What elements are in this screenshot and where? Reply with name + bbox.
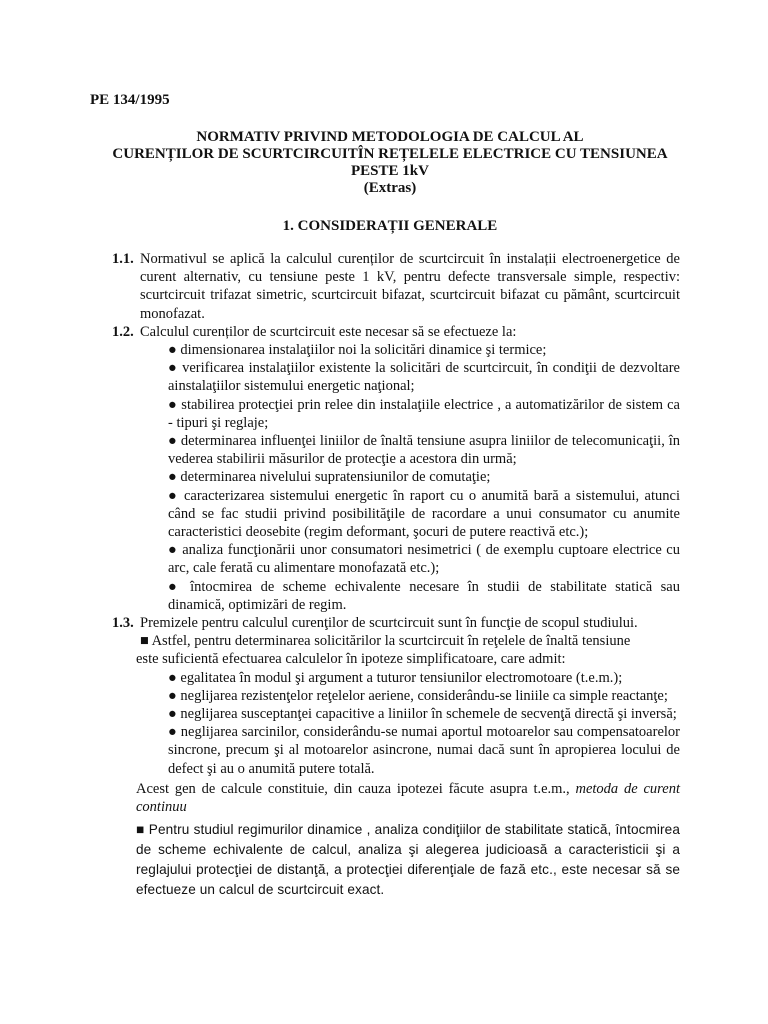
list-item: ● dimensionarea instalaţiilor noi la solicitări dinamice şi termice; [168, 342, 547, 359]
list-item: ● egalitatea în modul şi argument a tuturor tensiunilor electromotoare (t.e.m.); [168, 669, 623, 686]
method-note-text: Acest gen de calcule constituie, din cauza ipotezei făcute asupra t.e.m., [136, 780, 576, 797]
paragraph-1-1 [112, 250, 680, 323]
list-item: ● analiza funcţionării unor consumatori nesimetrici ( de exemplu cuptoare electrice cu arc, cale ferată cu alimentare monofazată etc.); [168, 542, 680, 577]
paragraph-text: Premizele pentru calculul curenţilor de scurtcircuit sunt în funcţie de scopul studiului. [140, 615, 638, 632]
paragraph-1-2 [112, 323, 680, 341]
list-item: ● stabilirea protecţiei prin relee din instalaţiile electrice , a automatizărilor de sistem ca - tipuri şi reglaje; [168, 396, 680, 431]
method-name: metoda de curent continuu [136, 780, 680, 816]
paragraph-1-3 [112, 614, 680, 632]
paragraph-number: 1.3. [112, 615, 134, 632]
list-item: ● neglijarea rezistenţelor reţelelor aeriene, considerându-se liniile ca simple reactanţe; [168, 687, 668, 704]
list-item: ● caracterizarea sistemului energetic în raport cu o anumită bară a sistemului, atunci când se fac studii privind posibilităţile de racordare a unui consumator cu anumite caracteristici deosebite (regim deformant, şocuri de putere reactivă etc.); [168, 487, 680, 541]
title-subtitle: (Extras) [363, 180, 417, 196]
paragraph-text: Normativul se aplică la calculul curenților de scurtcircuit în instalații electroenergetice de curent alternativ, cu tensiune peste 1 kV, pentru defecte transversale simple, respectiv: scurtcircuit trifazat simetric, scurtcircuit bifazat, scurtcircuit bifazat cu pământ, scurtcircuit monofazat. [140, 251, 680, 322]
list-item: ● întocmirea de scheme echivalente necesare în studii de stabilitate statică sau dinamică, optimizări de regim. [168, 578, 680, 613]
document-title [90, 129, 690, 197]
list-item: ● neglijarea susceptanţei capacitive a liniilor în schemele de secvenţă directă şi inversă; [168, 706, 677, 723]
square-item: ■ Astfel, pentru determinarea solicitărilor la scurtcircuit în reţelele de înaltă tensiune [140, 633, 631, 650]
square-item-dynamic: ■ Pentru studiul regimurilor dinamice , analiza condiţiilor de stabilitate statică, întocmirea de scheme echivalente de calcul, analiza şi alegerea judicioasă a caracteristicii şi a reglajului protecţiei de distanţă, a protecţiei diferenţiale de fază etc., este necesar să se efectueze un calcul de scurtcircuit exact. [136, 822, 680, 898]
document-code: PE 134/1995 [90, 92, 170, 108]
title-line: NORMATIV PRIVIND METODOLOGIA DE CALCUL AL [196, 129, 584, 145]
title-line: CURENȚILOR DE SCURTCIRCUITÎN REȚELELE ELECTRICE CU TENSIUNEA [112, 146, 668, 162]
title-line: PESTE 1kV [351, 163, 429, 179]
document-body [112, 250, 680, 900]
method-note [112, 780, 680, 816]
list-item: ● neglijarea sarcinilor, considerându-se numai aportul motoarelor sau compensatoarelor sincrone, precum şi al motoarelor asincrone, numai dacă sunt în apropierea locului de defect şi au o anumită putere totală. [168, 724, 680, 777]
list-item: ● verificarea instalaţiilor existente la solicitări de scurtcircuit, în condiţii de dezvoltare ainstalaţiilor sistemului energetic naţional; [168, 360, 680, 395]
paragraph-text: Calculul curenților de scurtcircuit este necesar să se efectueze la: [140, 323, 517, 340]
paragraph-number: 1.2. [112, 323, 134, 340]
list-item: ● determinarea nivelului supratensiunilor de comutaţie; [168, 469, 491, 486]
square-item-continuation: este suficientă efectuarea calculelor în ipoteze simplificatoare, care admit: [136, 651, 566, 668]
paragraph-number: 1.1. [112, 251, 134, 267]
list-item: ● determinarea influenţei liniilor de înaltă tensiune asupra liniilor de telecomunicaţii, în vederea stabilirii măsurilor de protecţie a acestora din urmă; [168, 433, 680, 468]
section-heading: 1. CONSIDERAȚII GENERALE [282, 218, 498, 234]
